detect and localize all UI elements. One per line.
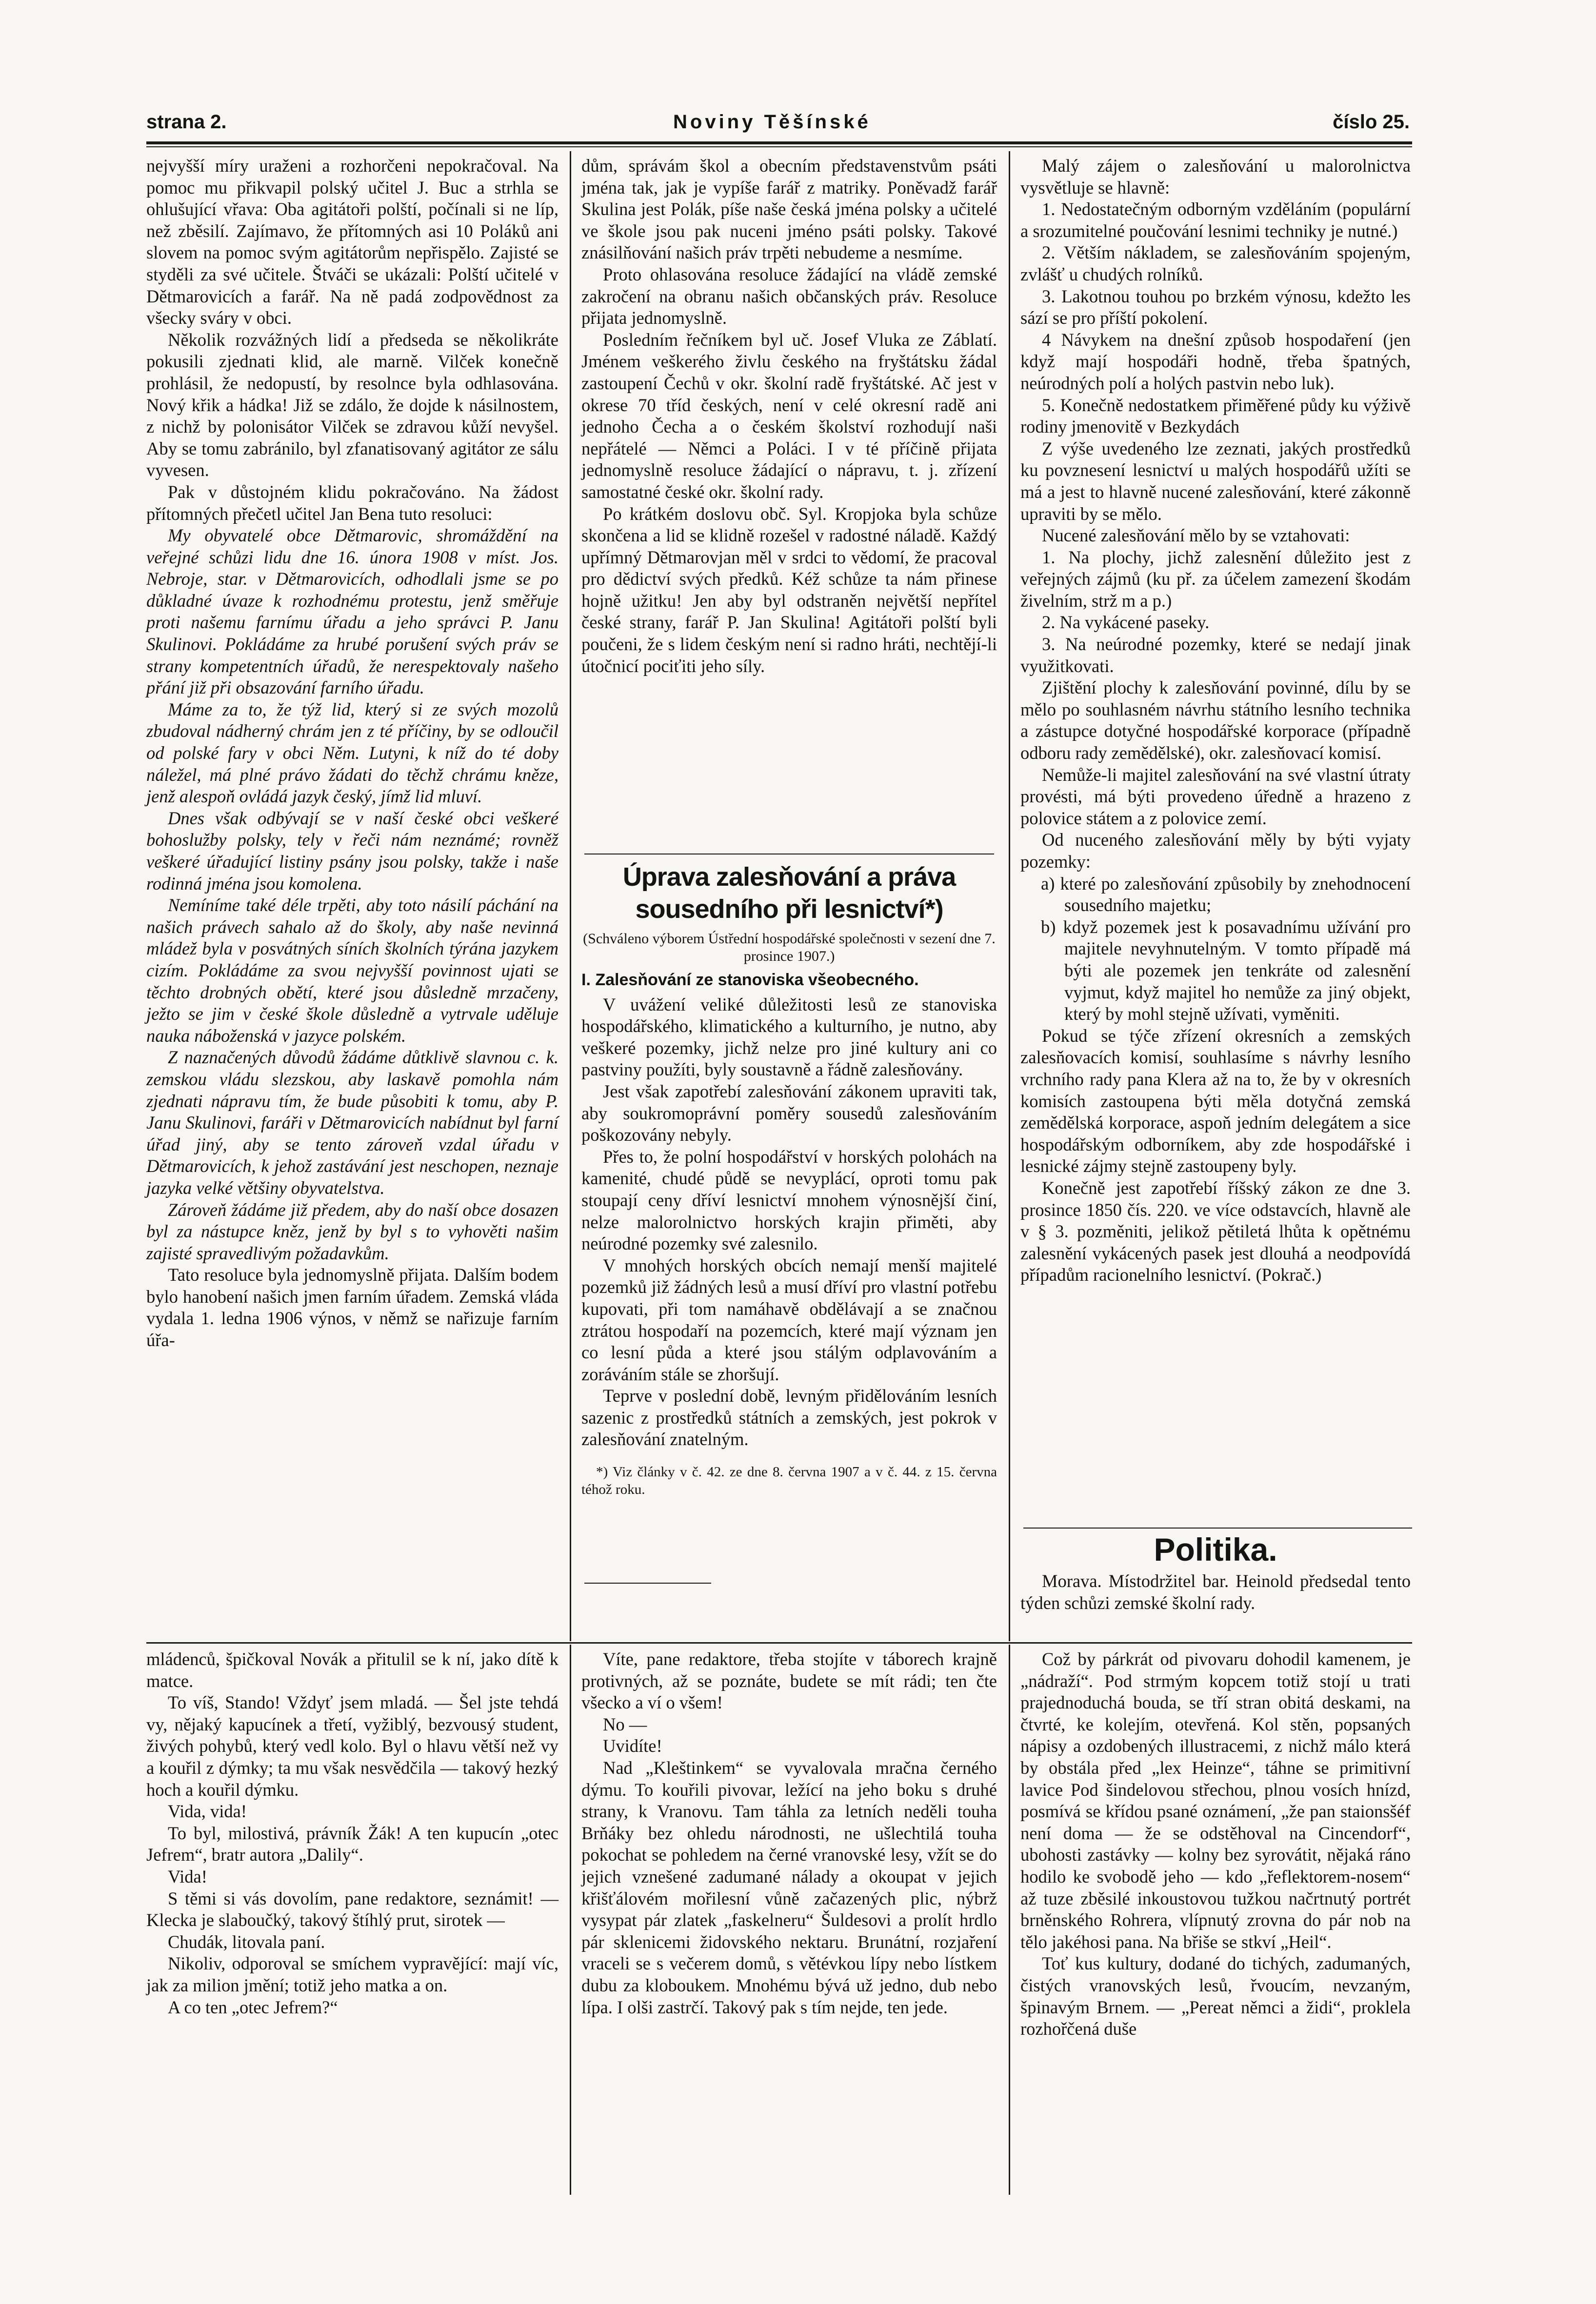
feuilleton-2-paragraph: No — xyxy=(603,1714,647,1734)
column-3-paragraph: 3. Na neúrodné pozemky, které se nedají jinak využitkovati. xyxy=(1020,634,1411,676)
column-3-paragraph: Nemůže-li majitel zalesňování na své vlastní útraty provésti, má býti provedeno úředně a hrazeno z polovice státem a z polovice zemí. xyxy=(1020,764,1411,828)
column-1-paragraph: nejvyšší míry uraženi a rozhorčeni nepokračoval. Na pomoc mu přikvapil polský učitel J. Buc a strhla se ohlušující vřava: Oba agitátoři polští, počínali si ne líp, než zběsilí. Zajímavo, že přítomných asi 10 Poláků ani slovem na pomoc svým agitátorům nepřispělo. Zajisté se styděli za své učitele. Štváči se ukázali: Polští učitelé v Dětmarovicích a farář. Na ně padá zodpovědnost za všecky sváry v obci. xyxy=(146,156,559,328)
column-1-paragraph: Dnes však odbývají se v naší české obci veškeré bohoslužby polsky, tely v řeči nám neznámé; rovněž veškeré úřadující listiny psány jsou polsky, takže i naše rodinná jména jsou komolena. xyxy=(146,808,559,894)
footnote-rule xyxy=(584,1583,711,1584)
column-3-paragraph: 3. Lakotnou touhou po brzkém výnosu, kdežto les sází se pro příští pokolení. xyxy=(1020,286,1411,328)
politika-heading: Politika. xyxy=(1154,1531,1277,1568)
article-forestry-paragraph: V uvážení veliké důležitosti lesů ze stanoviska hospodářského, klimatického a kulturního, je nutno, aby veškeré pozemky, jichž nelze pro jiné kultury ani co pastviny použíti, byly soustavně a řádně zalesňovány. xyxy=(581,994,997,1080)
column-3-paragraph: 4 Návykem na dnešní způsob hospodaření (jen když mají hospodáři hodně, třeba špatných, neúrodných polí a holých pastvin nebo luk). xyxy=(1020,329,1411,393)
column-3-paragraph: Pokud se týče zřízení okresních a zemských zalesňovacích komisí, souhlasíme s návrhy lesního vrchního rady pana Klera až na to, že by v okresních komisích zastoupena býti měla dotyčná zemská zemědělská korporace, aspoň jedním delegátem a sice hospodářským odborníkem, aby zde hospodářské i lesnické zájmy stejně zastoupeny byly. xyxy=(1020,1025,1411,1176)
column-1-paragraph: My obyvatelé obce Dětmarovic, shromáždění na veřejné schůzi lidu dne 16. února 1908 v míst. Jos. Nebroje, star. v Dětmarovicích, odhodlali jsme se po důkladné úvaze k rozhodnému protestu, jenž směřuje proti našemu farnímu úřadu a jeho správci P. Janu Skulinovi. Pokládáme za hrubé porušení svých práv se strany kompetentních úřadů, že nerespektovaly našeho přání již při obsazování farního úřadu. xyxy=(146,525,559,698)
feuilleton-column-1 xyxy=(146,1649,559,2018)
feuilleton-1-paragraph: A co ten „otec Jefrem?“ xyxy=(168,1997,338,2017)
page-number: strana 2. xyxy=(146,111,227,133)
column-2-top xyxy=(581,155,997,677)
column-divider-1 xyxy=(570,151,571,1641)
feuilleton-1-paragraph: Vida! xyxy=(168,1866,207,1887)
article-forestry-paragraph: Přes to, že polní hospodářství v horských polohách na kamenité, chudé půdě se nevyplácí, oproti tomu pak stoupají ceny dříví lesnictví mnohem výnosnější činí, nelze malorolnictvo horských krajin přiměti, aby neúrodné pozemky své zalesnilo. xyxy=(581,1146,997,1254)
column-3-paragraph: 5. Konečně nedostatkem přiměřené půdy ku výživě rodiny jmenovitě v Bezkydách xyxy=(1020,395,1411,437)
feuilleton-3-paragraph: Toť kus kultury, dodané do tichých, zadumaných, čistých vranovských lesů, řvoucím, nevzaným, špinavým Brnem. — „Pereat němci a židi“, proklela rozhořčená duše xyxy=(1020,1953,1411,2039)
column-2-paragraph: Po krátkém doslovu obč. Syl. Kropjoka byla schůze skončena a lid se klidně rozešel v radostné náladě. Každý upřímný Dětmarovjan měl v srdci to vědomí, že pracoval pro dědictví svých předků. Kéž schůze ta nám přinese hojně užitku! Jen aby byl odstraněn největší nepřítel české strany, farář P. Jan Skulina! Agitátoři polští byli poučeni, že s lidem českým není si radno hráti, nechtějí-li útočnicí pociťiti jeho síly. xyxy=(581,503,997,676)
column-2-paragraph: Proto ohlasována resoluce žádající na vládě zemské zakročení na obranu našich občanských práv. Resoluce přijata jednomyslně. xyxy=(581,264,997,328)
column-1-paragraph: Máme za to, že týž lid, který si ze svých mozolů zbudoval nádherný chrám jen z té příčiny, by se odloučil od polské fary v obci Něm. Lutyni, k níž do té doby náležel, má plné právo žádati do těchž chrámu kněze, jenž alespoň ovládá jazyk český, jímž lid mluví. xyxy=(146,699,559,807)
column-3-paragraph: Malý zájem o zalesňování u malorolnictva vysvětluje se hlavně: xyxy=(1020,156,1411,198)
article-forestry-section: I. Zalesňování ze stanoviska všeobecného. xyxy=(581,971,919,989)
column-3-paragraph: Od nuceného zalesňování měly by býti vyjaty pozemky: xyxy=(1020,830,1411,872)
newspaper-title: Noviny Těšínské xyxy=(673,111,871,133)
feuilleton-1-paragraph: Nikoliv, odporoval se smíchem vypravějící: mají víc, jak za milion jmění; totiž jeho matka a on. xyxy=(146,1953,559,1995)
column-1 xyxy=(146,155,559,1351)
column-1-paragraph: Zároveň žádáme již předem, aby do naší obce dosazen byl za nástupce kněz, jenž by byl s to vyhověti našim zajisté spravedlivým požadavkům. xyxy=(146,1199,559,1263)
column-3-paragraph: Z výše uvedeného lze zeznati, jakých prostředků ku povznesení lesnictví u malých hospodářů užíti se má a jest to hlavně nucené zalesňování, které zákonně upraviti by se mělo. xyxy=(1020,438,1411,524)
feuilleton-2-paragraph: Uvidíte! xyxy=(603,1736,662,1756)
issue-number: číslo 25. xyxy=(1333,111,1410,133)
column-3-paragraph: 1. Nedostatečným odborným vzděláním (populární a srozumitelné poučování lesnimi techniky je nutné.) xyxy=(1020,199,1411,241)
feuilleton-column-3 xyxy=(1020,1649,1411,2040)
column-1-paragraph: Tato resoluce byla jednomyslně přijata. Dalším bodem bylo hanobení našich jmen farním úřadem. Zemská vláda vydala 1. ledna 1906 výnos, v němž se nařizuje farním úřa- xyxy=(146,1265,559,1351)
article-forestry-subtitle: (Schváleno výborem Ústřední hospodářské společnosti v sezení dne 7. prosince 1907.) xyxy=(583,931,996,964)
column-1-paragraph: Nemíníme také déle trpěti, aby toto násilí páchání na našich právech sahalo až do školy, aby naše nevinná mládež byla v posvátných síních školních týrána jazykem cizím. Pokládáme za svou nejvyšší povinnost ujati se těchto drobných obětí, které jsou důsledně mrzačeny, ježto se jim v české škole důsledně a vytrvale uděluje nauka náboženská v jazyce polském. xyxy=(146,895,559,1046)
column-3-paragraph: Konečně jest zapotřebí říšský zákon ze dne 3. prosince 1850 čís. 220. ve více odstavcích, hlavně ale v § 3. pozměniti, jelikož pětiletá lhůta k opětnému zalesnění vykácených pasek jest dlouhá a neodpovídá případům racionelního lesnictví. (Pokrač.) xyxy=(1020,1177,1411,1285)
politika-section xyxy=(1020,1531,1411,1614)
article-forestry-title: Úprava zalesňování a práva sousedního při lesnictví*) xyxy=(622,862,956,924)
feuilleton-1-paragraph: mládenců, špičkoval Novák a přitulil se k ní, jako dítě k matce. xyxy=(146,1649,559,1691)
header-rule xyxy=(146,141,1412,144)
feuilleton-column-2 xyxy=(581,1649,997,2018)
feuilleton-divider-2 xyxy=(1009,1645,1010,2195)
column-3-paragraph: 1. Na plochy, jichž zalesnění důležito jest z veřejných zájmů (ku př. za účelem zamezení škodám živelním, strž m a p.) xyxy=(1020,547,1411,611)
column-1-paragraph: Pak v důstojném klidu pokračováno. Na žádost přítomných přečetl učitel Jan Bena tuto resoluci: xyxy=(146,481,559,524)
header-rule-thin xyxy=(146,146,1412,147)
politika-text: Morava. Místodržitel bar. Heinold předsedal tento týden schůzi zemské školní rady. xyxy=(1020,1571,1411,1613)
page-header xyxy=(146,111,1410,137)
column-1-paragraph: Z naznačených důvodů žádáme důtklivě slavnou c. k. zemskou vládu slezskou, aby laskavě pomohla nám zjednati nápravu tím, že bude působiti k tomu, aby P. Janu Skulinovi, faráři v Dětmarovicích nabídnut byl farní úřad jiný, aby se tento zároveň vzdal úřadu v Dětmarovicích, k jehož zastávání jest neschopen, neznaje jazyka velké většiny obyvatelstva. xyxy=(146,1047,559,1198)
politika-rule xyxy=(1023,1528,1412,1529)
feuilleton-1-paragraph: Vida, vida! xyxy=(168,1801,247,1822)
column-3-paragraph: a) které po zalesňování způsobily by znehodnocení sousedního majetku; xyxy=(1041,873,1411,915)
feuilleton-2-paragraph: Nad „Kleštinkem“ se vyvalovala mračna černého dýmu. To kouřili pivovar, ležící na jeho boku s druhé strany, k Vranovu. Tam táhla za letních neděli touha Brňáky bez ohledu národnosti, ne ušlechtilá touha pokochat se pohledem na černé vranovské lesy, vžít se do jejich vznešené zadumané nálady a okoupat v jejich křišťálovém mořilesní vůně začazených plic, nýbrž vysypat pár zlatek „faskelneru“ Šuldesovi a prolít hrdlo pár sklenicemi židovského nektaru. Brunátní, rozjaření vraceli se s večerem domů, s větévkou lípy nebo lístkem dubu za kloboukem. Mnohému bývá už jedno, dub nebo lípa. I olši zastrčí. Takový pak s tím nejde, ten jede. xyxy=(581,1757,997,2017)
feuilleton-1-paragraph: Chudák, litovala paní. xyxy=(168,1931,325,1952)
column-2-paragraph: dům, správám škol a obecním představenstvům psáti jména tak, jak je vypíše farář z matriky. Poněvadž farář Skulina jest Polák, píše naše česká jména polsky a učitelé ve škole jsou pak nuceni jméno psáti polsky. Takové znásilňování našich práv trpěti nebudeme a nesmíme. xyxy=(581,156,997,263)
feuilleton-1-paragraph: To víš, Stando! Vždyť jsem mladá. — Šel jste tehdá vy, nějaký kapucínek a třetí, vyžiblý, bezvousý student, živých pohybů, který vedl kolo. Byl o hlavu větší než vy a kouřil z dýmky; ta mu však nesvědčila — takový hezký hoch a kouřil dýmku. xyxy=(146,1692,559,1800)
article-forestry-footnote: *) Viz články v č. 42. ze dne 8. června 1907 a v č. 44. z 15. června téhož roku. xyxy=(581,1464,997,1498)
feuilleton-1-paragraph: S těmi si vás dovolím, pane redaktore, seznámit! — Klecka je slaboučký, takový štíhlý prut, sirotek — xyxy=(146,1888,559,1930)
column-2-paragraph: Posledním řečníkem byl uč. Josef Vluka ze Záblatí. Jménem veškerého živlu českého na fryštátsku žádal zastoupení Čechů v okr. školní radě fryštátské. Ač jest v okrese 70 tříd českých, není v celé okresní radě ani jednoho Čecha a o českém školství rozhodují naši nepřátelé — Němci a Poláci. I v té příčině přijata jednomyslně resoluce žádající o nápravu, t. j. zřízení samostatné české okr. školní rady. xyxy=(581,329,997,502)
article-forestry-paragraph: V mnohých horských obcích nemají menší majitelé pozemků již žádných lesů a musí dříví pro vlastní potřebu kupovati, při tom namáhavě obdělávají a se značnou ztrátou hospodaří na pozemcích, které mají význam jen co lesní půda a které jsou stálým odplavováním a zoráváním stále se zhoršují. xyxy=(581,1255,997,1384)
column-3-paragraph: Zjištění plochy k zalesňování povinné, dílu by se mělo po souhlasném návrhu státního lesního technika a zástupce dotyčné hospodářské korporace (případně odboru rady zemědělské), okr. zalesňovací komisí. xyxy=(1020,677,1411,763)
feuilleton-3-paragraph: Což by párkrát od pivovaru dohodil kamenem, je „nádraží“. Pod strmým kopcem totiž stojí u trati prajednoduchá bouda, se tří stran obitá deskami, na čtvrté, ke kolejím, otevřená. Kol stěn, popsaných nápisy a ozdobených illustracemi, z nichž málo která by obstála před „lex Heinze“, táhne se primitivní lavice Pod šindelovou střechou, plnou vosích hnízd, posmívá se křídou psané oznámení, „že pan staionsšéf není doma — že se odstěhoval na Cincendorf“, ubohosti zastávky — kolny bez syrovátit, nějaká ráno hodilo ke svobodě jeho — kdo „řeflektorem-nosem“ až tuze zběsilé inkoustovou tužkou načrtnutý portrét brněnského Rohrera, vlípnutý zrovna do pár nob na tělo jakéhosi pana. Na břiše se stkví „Heil“. xyxy=(1020,1649,1411,1952)
column-3-paragraph: 2. Větším nákladem, se zalesňováním spojeným, zvlášť u chudých rolníků. xyxy=(1020,242,1411,284)
feuilleton-divider-1 xyxy=(570,1645,571,2195)
column-divider-2 xyxy=(1009,151,1010,1641)
article-forestry xyxy=(581,861,997,1498)
column-1-paragraph: Několik rozvážných lidí a předseda se několikráte pokusili zjednati klid, ale marně. Vilček konečně prohlásil, že nedopustí, by resolnce byla odhlasována. Nový křik a hádka! Již se zdálo, že dojde k násilnostem, z nichž by polonisátor Vilček se zdravou kůží nevyšel. Aby se tomu zabránilo, byl zfanatisovaný agitátor ze sálu vyvesen. xyxy=(146,329,559,480)
article-forestry-paragraph: Teprve v poslední době, levným přidělováním lesních sazenic z prostředků státních a zemských, jest pokrok v zalesňování znatelným. xyxy=(581,1386,997,1450)
column-3-paragraph: b) když pozemek jest k posavadnímu užívání pro majitele nevyhnutelným. V tomto případě má býti ale pozemek jen tenkráte od zalesnění vyjmut, když majitel ho nemůže za jiný objekt, který by mohl stejně užívati, vyměniti. xyxy=(1041,916,1411,1024)
feuilleton-rule xyxy=(146,1642,1412,1644)
column-3-paragraph: 2. Na vykácené paseky. xyxy=(1042,612,1210,633)
feuilleton-2-paragraph: Víte, pane redaktore, třeba stojíte v táborech krajně protivných, až se poznáte, budete se mít rádi; ten čte všecko a ví o všem! xyxy=(581,1649,997,1713)
column-3-paragraph: Nucené zalesňování mělo by se vztahovati: xyxy=(1042,525,1350,546)
feuilleton-1-paragraph: To byl, milostivá, právník Žák! A ten kupucín „otec Jefrem“, bratr autora „Dalily“. xyxy=(146,1823,559,1865)
article-forestry-paragraph: Jest však zapotřebí zalesňování zákonem upraviti tak, aby soukromoprávní poměry sousedů zalesňováním poškozovány nebyly. xyxy=(581,1081,997,1145)
column-3 xyxy=(1020,155,1411,1286)
